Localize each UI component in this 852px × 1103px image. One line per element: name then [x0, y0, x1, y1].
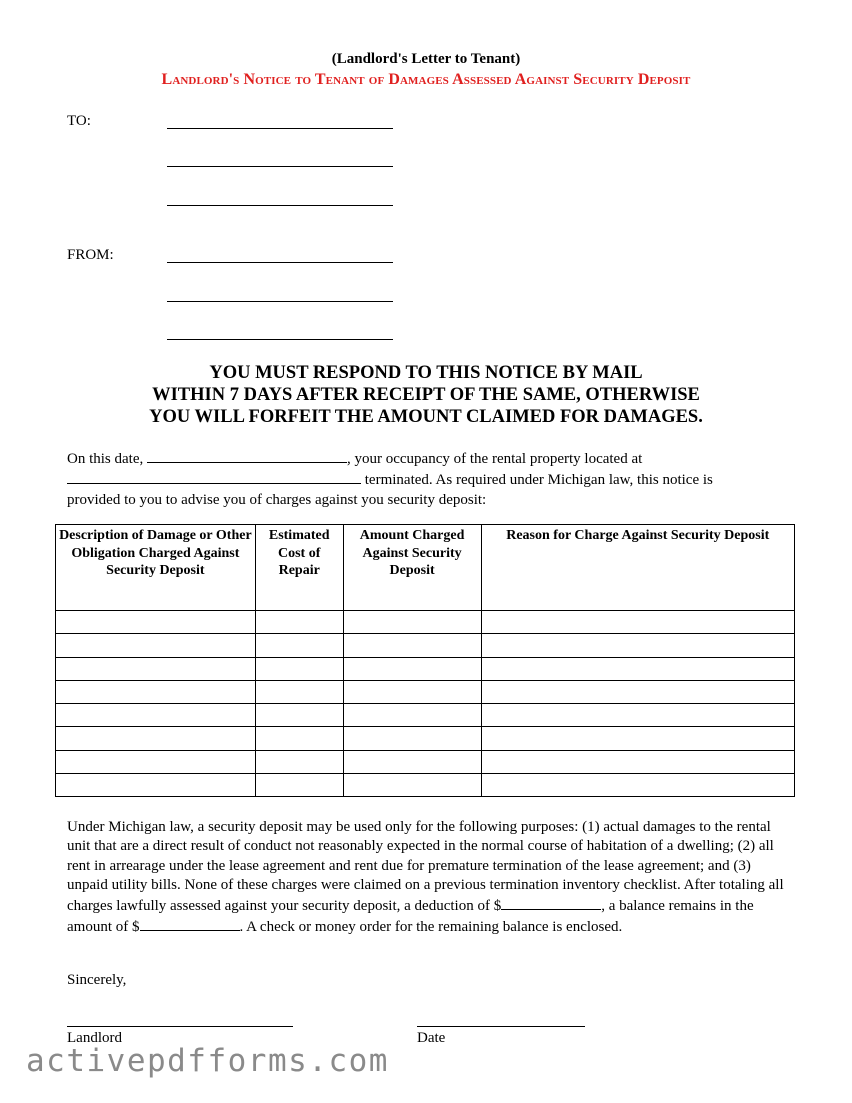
table-row: [56, 657, 795, 680]
law-paragraph: [67, 818, 785, 938]
table-cell-description[interactable]: [56, 680, 256, 703]
from-line-1[interactable]: [167, 262, 393, 263]
table-header-row: [56, 525, 795, 611]
balance-amount-blank[interactable]: [140, 916, 240, 931]
law-text-1: Under Michigan law, a security deposit may be used only for the following purposes: (1) actual damages to the rental unit that are a direct result of conduct not reasonably expected in the normal course of habitation of a dwelling; (2) all rent in arrearage under the lease agreement and rent due for premature termination of the lease agreement; and (3) unpaid utility bills. None of these charges were claimed on a previous termination inventory checklist. After totaling all charges lawfully assessed against your security deposit, a deduction of $: [67, 819, 784, 915]
damages-table: [55, 524, 795, 797]
warning-line-2: WITHIN 7 DAYS AFTER RECEIPT OF THE SAME, OTHERWISE: [152, 385, 700, 405]
intro-text-1: On this date,: [67, 451, 144, 467]
table-cell-amount-charged[interactable]: [343, 727, 481, 750]
table-cell-description[interactable]: [56, 634, 256, 657]
landlord-label: Landlord: [67, 1030, 122, 1046]
table-cell-amount-charged[interactable]: [343, 680, 481, 703]
to-label: TO:: [67, 113, 91, 129]
table-cell-reason[interactable]: [481, 611, 795, 634]
table-cell-estimated-cost[interactable]: [255, 611, 343, 634]
form-title: Landlord's Notice to Tenant of Damages Assessed Against Security Deposit: [161, 71, 691, 88]
law-text-3: . A check or money order for the remaining balance is enclosed.: [239, 919, 623, 936]
table-cell-reason[interactable]: [481, 727, 795, 750]
response-warning: [0, 362, 852, 428]
termination-date-blank[interactable]: [147, 448, 347, 463]
table-cell-amount-charged[interactable]: [343, 634, 481, 657]
table-cell-estimated-cost[interactable]: [255, 680, 343, 703]
from-line-3[interactable]: [167, 339, 393, 340]
table-row: [56, 750, 795, 773]
from-label: FROM:: [67, 247, 114, 263]
table-cell-estimated-cost[interactable]: [255, 704, 343, 727]
table-cell-reason[interactable]: [481, 774, 795, 797]
table-row: [56, 704, 795, 727]
table-cell-reason[interactable]: [481, 680, 795, 703]
intro-text-4: provided to you to advise you of charges against you security deposit:: [67, 491, 487, 508]
table-row: [56, 727, 795, 750]
table-row: [56, 634, 795, 657]
col-header-reason: Reason for Charge Against Security Deposit: [481, 525, 795, 611]
sincerely-text: Sincerely,: [67, 972, 127, 988]
table-cell-amount-charged[interactable]: [343, 657, 481, 680]
landlord-signature-line[interactable]: [67, 1026, 293, 1027]
table-row: [56, 774, 795, 797]
deduction-amount-blank[interactable]: [501, 895, 601, 910]
table-cell-description[interactable]: [56, 774, 256, 797]
from-line-2[interactable]: [167, 301, 393, 302]
table-cell-description[interactable]: [56, 657, 256, 680]
watermark: activepdfforms.com: [26, 1043, 389, 1079]
warning-line-1: YOU MUST RESPOND TO THIS NOTICE BY MAIL: [209, 363, 643, 383]
table-row: [56, 611, 795, 634]
table-cell-estimated-cost[interactable]: [255, 657, 343, 680]
table-cell-amount-charged[interactable]: [343, 704, 481, 727]
table-cell-amount-charged[interactable]: [343, 774, 481, 797]
table-cell-estimated-cost[interactable]: [255, 727, 343, 750]
intro-paragraph: [67, 448, 787, 510]
intro-text-3: terminated. As required under Michigan law, this notice is: [364, 472, 713, 489]
to-line-3[interactable]: [167, 205, 393, 206]
date-label: Date: [417, 1030, 446, 1046]
table-cell-description[interactable]: [56, 611, 256, 634]
table-cell-description[interactable]: [56, 727, 256, 750]
intro-text-2: , your occupancy of the rental property located at: [347, 451, 643, 467]
table-cell-reason[interactable]: [481, 704, 795, 727]
date-signature-line[interactable]: [417, 1026, 585, 1027]
table-row: [56, 680, 795, 703]
table-cell-estimated-cost[interactable]: [255, 750, 343, 773]
table-cell-reason[interactable]: [481, 657, 795, 680]
col-header-estimated-cost: Estimated Cost of Repair: [255, 525, 343, 611]
property-address-blank[interactable]: [67, 469, 361, 484]
form-subtitle: (Landlord's Letter to Tenant): [331, 51, 521, 67]
table-cell-estimated-cost[interactable]: [255, 774, 343, 797]
table-cell-amount-charged[interactable]: [343, 611, 481, 634]
to-line-1[interactable]: [167, 128, 393, 129]
warning-line-3: YOU WILL FORFEIT THE AMOUNT CLAIMED FOR DAMAGES.: [149, 407, 703, 427]
col-header-amount-charged: Amount Charged Against Security Deposit: [343, 525, 481, 611]
table-cell-description[interactable]: [56, 704, 256, 727]
law-text-2: , a balance remains in the amount of $: [67, 898, 754, 936]
col-header-description: Description of Damage or Other Obligation Charged Against Security Deposit: [56, 525, 256, 611]
table-cell-description[interactable]: [56, 750, 256, 773]
table-cell-reason[interactable]: [481, 750, 795, 773]
table-cell-estimated-cost[interactable]: [255, 634, 343, 657]
table-cell-amount-charged[interactable]: [343, 750, 481, 773]
table-cell-reason[interactable]: [481, 634, 795, 657]
to-line-2[interactable]: [167, 166, 393, 167]
